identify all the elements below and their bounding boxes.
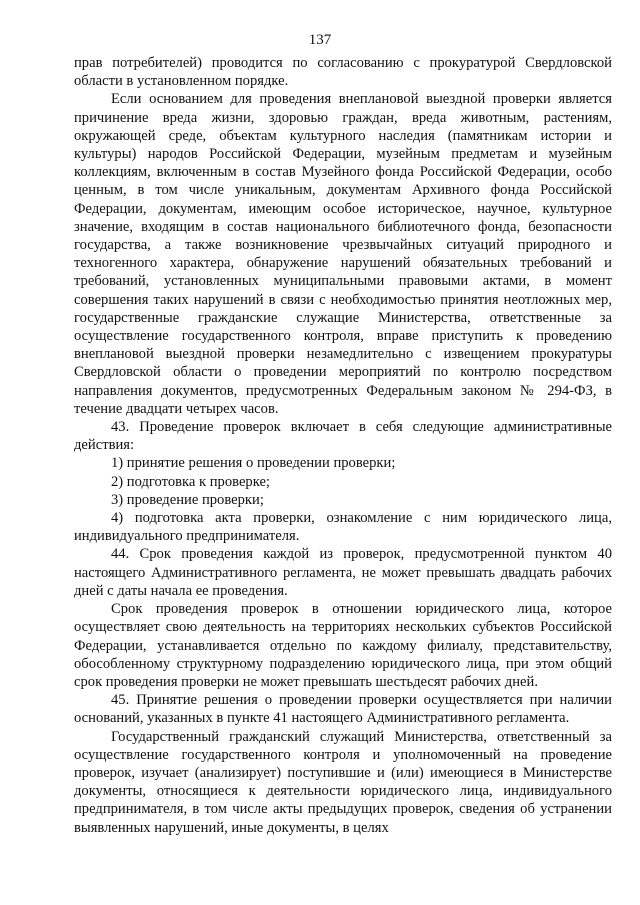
paragraph-continuation: прав потребителей) проводится по согласованию с прокуратурой Свердловской области в установленном порядке. bbox=[74, 55, 612, 90]
paragraph-item-45: 45. Принятие решения о проведении проверки осуществляется при наличии оснований, указанных в пункте 41 настоящего Административного регламента. bbox=[74, 692, 612, 727]
page-number: 137 bbox=[308, 32, 332, 48]
paragraph-branch-inspection-term: Срок проведения проверок в отношении юридического лица, которое осуществляет свою деятельность на территориях нескольких субъектов Российской Федерации, устанавливается отдельно по каждому филиалу, представительству, обособленному структурному подразделению юридического лица, при этом общий срок проведения проверки не может превышать шестьдесят рабочих дней. bbox=[74, 601, 612, 690]
paragraph-item-44: 44. Срок проведения каждой из проверок, предусмотренной пунктом 40 настоящего Административного регламента, не может превышать двадцать рабочих дней с даты начала ее проведения. bbox=[74, 546, 612, 599]
paragraph-civil-servant-review: Государственный гражданский служащий Министерства, ответственный за осуществление государственного контроля и уполномоченный на проведение проверок, изучает (анализирует) поступившие и (или) имеющиеся в Министерстве документы, относящиеся к деятельности юридического лица, индивидуального предпринимателя, в том числе акты предыдущих проверок, сведения об устранении выявленных нарушений, иные документы, в целях bbox=[74, 728, 612, 836]
list-item-2: 2) подготовка к проверке; bbox=[111, 473, 270, 490]
list-item-3: 3) проведение проверки; bbox=[111, 491, 264, 508]
list-item-4: 4) подготовка акта проверки, ознакомление с ним юридического лица, индивидуального предпринимателя. bbox=[74, 510, 612, 545]
document-body bbox=[74, 54, 612, 837]
paragraph-unscheduled-inspection: Если основанием для проведения внеплановой выездной проверки является причинение вреда жизни, здоровью граждан, вреда животным, растениям, окружающей среде, объектам культурного наследия (памятникам истории и культуры) народов Российской Федерации, музейным предметам и музейным коллекциям, включенным в состав Музейного фонда Российской Федерации, особо ценным, в том числе уникальным, документам Архивного фонда Российской Федерации, документам, имеющим особое историческое, научное, культурное значение, входящим в состав национального библиотечного фонда, безопасности государства, а также возникновение чрезвычайных ситуаций природного и техногенного характера, обнаружение нарушений обязательных требований и требований, установленных муниципальными правовыми актами, в момент совершения таких нарушений в связи с необходимостью принятия неотложных мер, государственные гражданские служащие Министерства, ответственные за осуществление государственного контроля, вправе приступить к проведению внеплановой выездной проверки незамедлительно с извещением прокуратуры Свердловской области о проведении мероприятий по контролю посредством направления документов, предусмотренных Федеральным законом № 294-ФЗ, в течение двадцати четырех часов. bbox=[74, 91, 612, 417]
list-item-1: 1) принятие решения о проведении проверки; bbox=[111, 455, 396, 472]
paragraph-item-43: 43. Проведение проверок включает в себя следующие административные действия: bbox=[74, 419, 612, 454]
